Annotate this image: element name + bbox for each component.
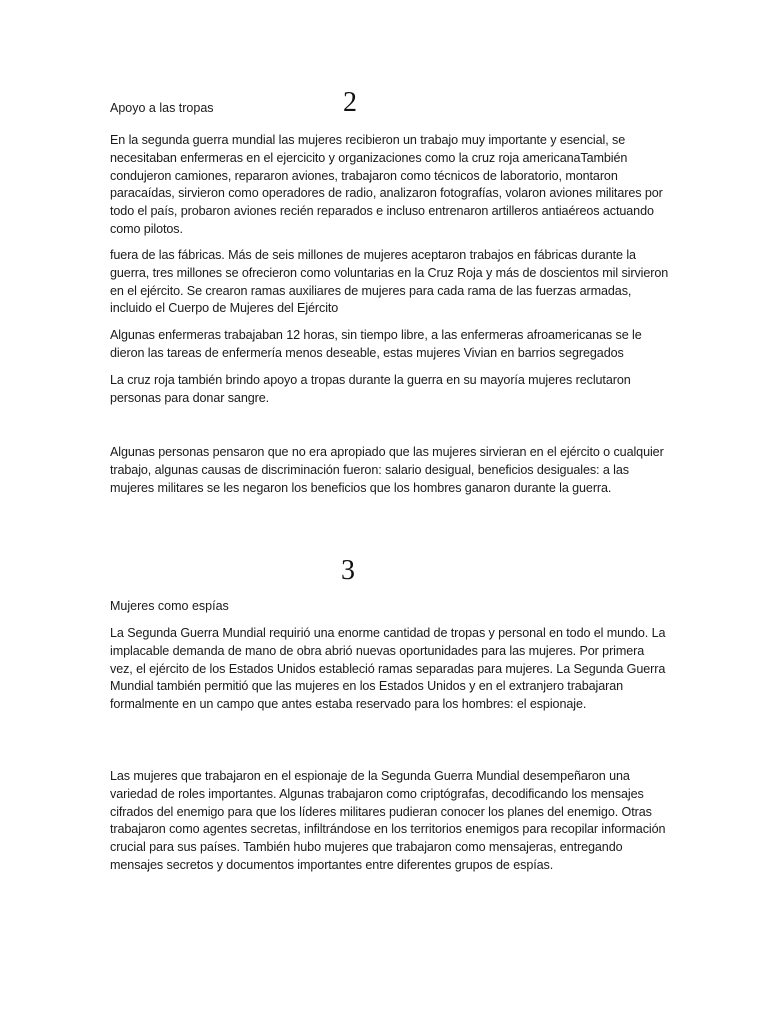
section-title: Apoyo a las tropas <box>110 101 214 115</box>
section-title: Mujeres como espías <box>110 599 229 613</box>
paragraph: fuera de las fábricas. Más de seis millones de mujeres aceptaron trabajos en fábricas durante la guerra, tres millones se ofrecieron como voluntarias en la Cruz Roja y más de doscientos mil sirvieron en el ejército. Se crearon ramas auxiliares de mujeres para cada rama de las fuerzas armadas, incluido el Cuerpo de Mujeres del Ejército <box>110 248 669 316</box>
paragraph: Algunas personas pensaron que no era apropiado que las mujeres sirvieran en el ejército o cualquier trabajo, algunas causas de discriminación fueron: salario desigual, beneficios desiguales: a las mujeres militares se les negaron los beneficios que los hombres ganaron durante la guerra. <box>110 445 664 495</box>
page-number: 3 <box>341 555 355 586</box>
paragraph: Algunas enfermeras trabajaban 12 horas, sin tiempo libre, a las enfermeras afroamericanas se le dieron las tareas de enfermería menos deseable, estas mujeres Vivian en barrios segregados <box>110 328 642 360</box>
paragraph: Las mujeres que trabajaron en el espionaje de la Segunda Guerra Mundial desempeñaron una variedad de roles importantes. Algunas trabajaron como criptógrafas, decodificando los mensajes cifrados del enemigo para que los líderes militares pudieran conocer los planes del enemigo. Otras trabajaron como agentes secretas, infiltrándose en los territorios enemigos para recopilar información crucial para sus países. También hubo mujeres que trabajaron como mensajeras, entregando mensajes secretos y documentos importantes entre diferentes grupos de espías. <box>110 769 666 872</box>
paragraph: La Segunda Guerra Mundial requirió una enorme cantidad de tropas y personal en todo el mundo. La implacable demanda de mano de obra abrió nuevas oportunidades para las mujeres. Por primera vez, el ejército de los Estados Unidos estableció ramas separadas para mujeres. La Segunda Guerra Mundial también permitió que las mujeres en los Estados Unidos y en el extranjero trabajaran formalmente en un campo que antes estaba reservado para los hombres: el espionaje. <box>110 626 666 712</box>
page-number: 2 <box>343 87 357 118</box>
paragraph: En la segunda guerra mundial las mujeres recibieron un trabajo muy importante y esencial, se necesitaban enfermeras en el ejercicito y organizaciones como la cruz roja americanaTambién condujeron camiones, repararon aviones, trabajaron como técnicos de laboratorio, montaron paracaídas, sirvieron como operadores de radio, analizaron fotografías, volaron aviones militares por todo el país, probaron aviones recién reparados e incluso entrenaron artilleros antiaéreos actuando como pilotos. <box>110 133 663 236</box>
paragraph: La cruz roja también brindo apoyo a tropas durante la guerra en su mayoría mujeres reclutaron personas para donar sangre. <box>110 373 631 405</box>
